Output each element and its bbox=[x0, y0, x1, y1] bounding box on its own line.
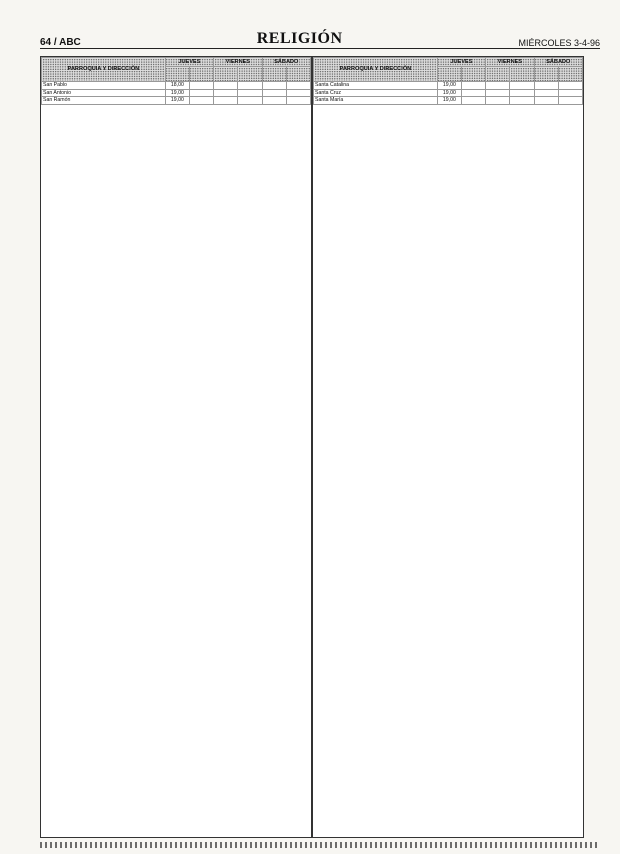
group-header-2: VIERNES bbox=[486, 58, 534, 67]
time-cell bbox=[558, 82, 582, 90]
time-cell: 19,00 bbox=[165, 89, 189, 97]
time-cell bbox=[262, 97, 286, 105]
sub-header-blank bbox=[165, 67, 189, 82]
time-cell: 18,00 bbox=[165, 82, 189, 90]
time-cell bbox=[461, 82, 485, 90]
time-cell bbox=[534, 97, 558, 105]
parish-header: PARROQUIA Y DIRECCIÓN bbox=[314, 58, 438, 82]
parish-name: San Ramón bbox=[42, 97, 166, 105]
group-header-2: VIERNES bbox=[214, 58, 262, 67]
time-cell bbox=[238, 82, 262, 90]
right-rows bbox=[314, 82, 583, 105]
parish-name: Santa María bbox=[314, 97, 438, 105]
time-cell bbox=[286, 82, 310, 90]
time-cell: 19,00 bbox=[437, 82, 461, 90]
time-cell bbox=[558, 97, 582, 105]
parish-name: Santa Catalina bbox=[314, 82, 438, 90]
time-cell bbox=[189, 82, 213, 90]
left-rows bbox=[42, 82, 311, 105]
left-schedule-table bbox=[40, 56, 312, 838]
time-cell bbox=[262, 82, 286, 90]
time-cell bbox=[214, 89, 238, 97]
time-cell bbox=[510, 97, 534, 105]
time-cell: 19,00 bbox=[165, 97, 189, 105]
time-cell bbox=[286, 97, 310, 105]
group-header-1: JUEVES bbox=[165, 58, 213, 67]
table-row bbox=[314, 89, 583, 97]
sub-header-blank bbox=[238, 67, 262, 82]
time-cell bbox=[262, 89, 286, 97]
sub-header-blank bbox=[437, 67, 461, 82]
time-cell bbox=[214, 82, 238, 90]
time-cell bbox=[534, 82, 558, 90]
date: MIÉRCOLES 3-4-96 bbox=[518, 38, 600, 48]
page-number: 64 bbox=[40, 37, 52, 48]
time-cell bbox=[238, 89, 262, 97]
time-cell bbox=[558, 89, 582, 97]
sub-header-blank bbox=[189, 67, 213, 82]
sub-header-blank bbox=[262, 67, 286, 82]
time-cell bbox=[486, 89, 510, 97]
time-cell bbox=[486, 82, 510, 90]
footer-barcode-strip bbox=[40, 842, 600, 848]
sub-header-blank bbox=[558, 67, 582, 82]
sub-header-blank bbox=[486, 67, 510, 82]
sub-header-blank bbox=[534, 67, 558, 82]
parish-name: Santa Cruz bbox=[314, 89, 438, 97]
time-cell bbox=[189, 89, 213, 97]
table-row bbox=[42, 82, 311, 90]
time-cell bbox=[189, 97, 213, 105]
sub-header-blank bbox=[510, 67, 534, 82]
time-cell: 19,00 bbox=[437, 89, 461, 97]
schedule-table-right bbox=[313, 57, 583, 105]
schedule-table-left bbox=[41, 57, 311, 105]
time-cell bbox=[510, 82, 534, 90]
section-title: RELIGIÓN bbox=[256, 30, 343, 47]
parish-name: San Antonio bbox=[42, 89, 166, 97]
time-cell bbox=[238, 97, 262, 105]
time-cell bbox=[486, 97, 510, 105]
sub-header-blank bbox=[214, 67, 238, 82]
time-cell bbox=[286, 89, 310, 97]
group-header-3: SÁBADO bbox=[262, 58, 310, 67]
time-cell bbox=[461, 89, 485, 97]
sub-header-blank bbox=[286, 67, 310, 82]
right-schedule-table bbox=[312, 56, 584, 838]
table-row bbox=[314, 97, 583, 105]
group-header-3: SÁBADO bbox=[534, 58, 582, 67]
table-row bbox=[42, 89, 311, 97]
table-row bbox=[42, 97, 311, 105]
time-cell bbox=[510, 89, 534, 97]
table-row bbox=[314, 82, 583, 90]
page-header bbox=[40, 30, 600, 49]
time-cell bbox=[461, 97, 485, 105]
parish-name: San Pablo bbox=[42, 82, 166, 90]
page-number-logo bbox=[40, 37, 81, 48]
time-cell bbox=[214, 97, 238, 105]
time-cell: 19,00 bbox=[437, 97, 461, 105]
sub-header-blank bbox=[461, 67, 485, 82]
parish-header: PARROQUIA Y DIRECCIÓN bbox=[42, 58, 166, 82]
group-header-1: JUEVES bbox=[437, 58, 485, 67]
time-cell bbox=[534, 89, 558, 97]
logo-text: / ABC bbox=[53, 37, 81, 48]
